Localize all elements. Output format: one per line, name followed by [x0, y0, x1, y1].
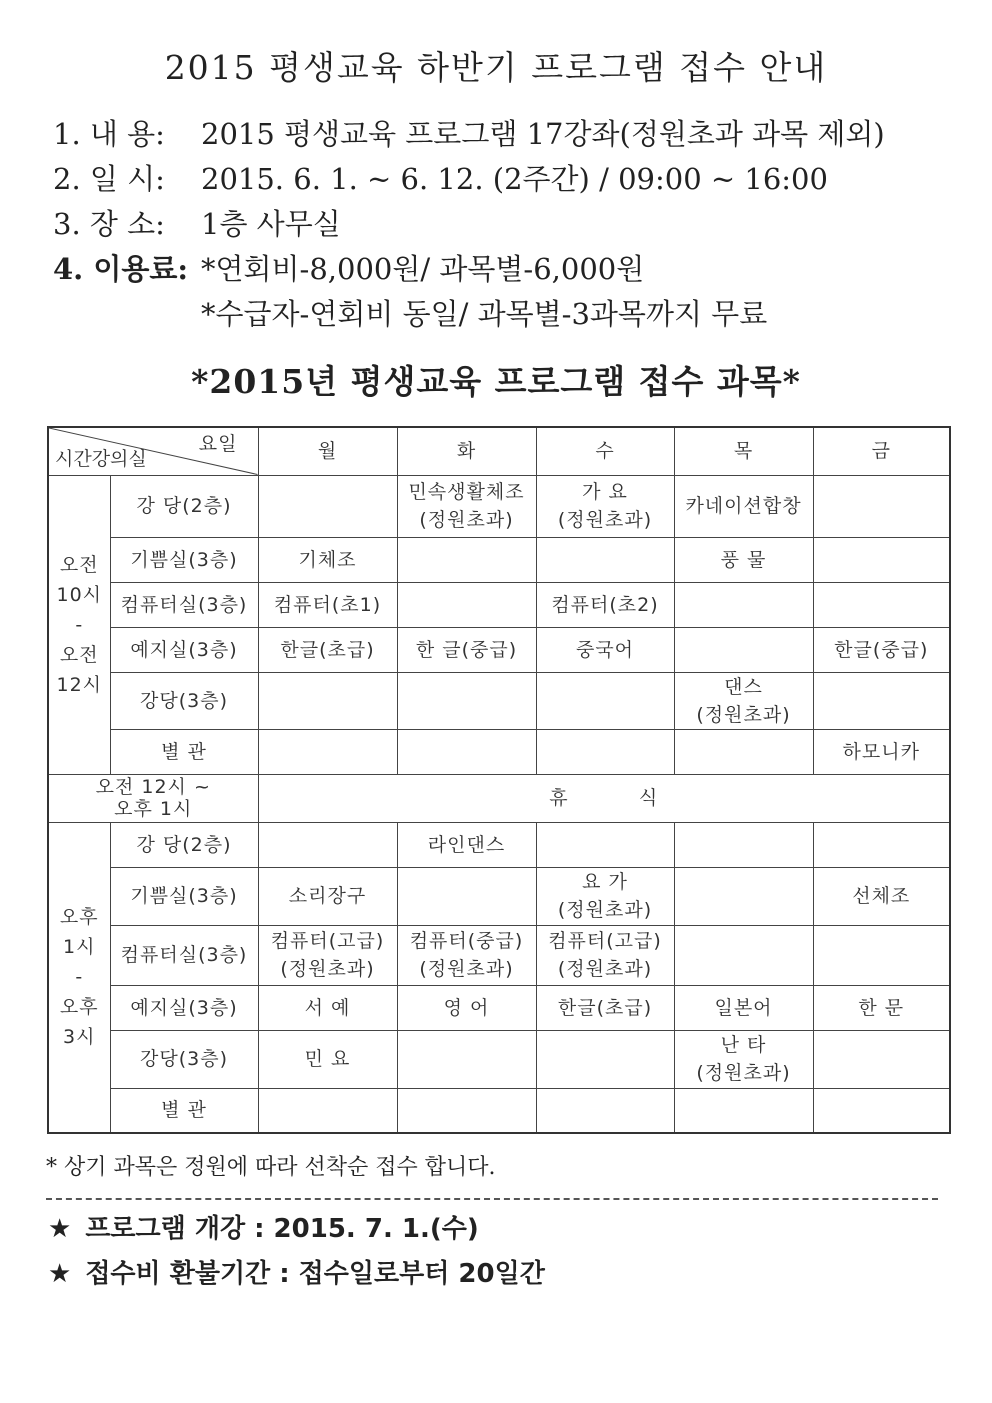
room-cell: 예지실(3층)	[110, 627, 258, 672]
corner-header-cell	[48, 427, 258, 475]
table-row	[48, 867, 950, 925]
info-label: 3. 장 소:	[53, 207, 165, 241]
class-cell: 난 타 (정원초과)	[674, 1030, 813, 1088]
class-cell: 소리장구	[258, 867, 397, 925]
info-value: 2015. 6. 1. ~ 6. 12. (2주간) / 09:00 ~ 16:00	[201, 162, 828, 196]
table-row	[48, 627, 950, 672]
class-cell	[536, 672, 674, 729]
schedule-table	[47, 426, 951, 1134]
page-title: 2015 평생교육 하반기 프로그램 접수 안내	[164, 48, 828, 87]
info-item-place	[53, 202, 885, 247]
class-cell	[258, 822, 397, 867]
class-cell	[258, 672, 397, 729]
info-value: *연회비-8,000원/ 과목별-6,000원	[201, 252, 645, 286]
class-cell: 서 예	[258, 985, 397, 1030]
class-cell	[397, 867, 536, 925]
footnote: * 상기 과목은 정원에 따라 선착순 접수 합니다.	[46, 1155, 496, 1180]
info-value: 1층 사무실	[201, 207, 341, 241]
class-cell: 풍 물	[674, 537, 813, 582]
class-cell: 한글(초급)	[258, 627, 397, 672]
class-cell: 선체조	[813, 867, 950, 925]
class-cell	[674, 867, 813, 925]
room-cell: 별 관	[110, 729, 258, 774]
room-cell: 별 관	[110, 1088, 258, 1133]
class-cell	[813, 822, 950, 867]
class-cell	[674, 1088, 813, 1133]
room-cell: 컴퓨터실(3층)	[110, 582, 258, 627]
table-row	[48, 672, 950, 729]
lunch-time-cell: 오전 12시 ~ 오후 1시	[48, 774, 258, 822]
lunch-break-cell: 휴 식	[258, 774, 950, 822]
opening-notice	[48, 1208, 479, 1245]
class-cell	[397, 537, 536, 582]
room-cell: 예지실(3층)	[110, 985, 258, 1030]
class-cell	[813, 1088, 950, 1133]
star-icon: ★	[48, 1259, 72, 1289]
class-cell: 가 요 (정원초과)	[536, 475, 674, 537]
room-cell: 컴퓨터실(3층)	[110, 925, 258, 985]
table-row	[48, 537, 950, 582]
class-cell	[674, 582, 813, 627]
refund-text: 접수비 환불기간 : 접수일로부터 20일간	[85, 1259, 545, 1289]
room-cell: 기쁨실(3층)	[110, 867, 258, 925]
class-cell: 민 요	[258, 1030, 397, 1088]
room-cell: 강당(3층)	[110, 1030, 258, 1088]
class-cell	[813, 537, 950, 582]
table-row	[48, 475, 950, 537]
info-item-date	[53, 157, 885, 202]
table-row	[48, 985, 950, 1030]
table-row	[48, 729, 950, 774]
opening-text: 프로그램 개강 : 2015. 7. 1.(수)	[85, 1214, 479, 1244]
class-cell	[813, 1030, 950, 1088]
room-cell: 강당(3층)	[110, 672, 258, 729]
class-cell	[397, 1088, 536, 1133]
class-cell	[536, 1030, 674, 1088]
star-icon: ★	[48, 1214, 72, 1244]
class-cell: 한글(중급)	[813, 627, 950, 672]
class-cell	[674, 925, 813, 985]
class-cell	[674, 822, 813, 867]
class-cell: 라인댄스	[397, 822, 536, 867]
class-cell: 일본어	[674, 985, 813, 1030]
info-label: 1. 내 용:	[53, 117, 165, 151]
class-cell	[813, 475, 950, 537]
class-cell: 요 가 (정원초과)	[536, 867, 674, 925]
class-cell: 기체조	[258, 537, 397, 582]
table-row	[48, 582, 950, 627]
class-cell: 댄스 (정원초과)	[674, 672, 813, 729]
class-cell: 한 문	[813, 985, 950, 1030]
class-cell: 카네이션합창	[674, 475, 813, 537]
room-cell: 기쁨실(3층)	[110, 537, 258, 582]
class-cell	[674, 729, 813, 774]
info-value: 2015 평생교육 프로그램 17강좌(정원초과 과목 제외)	[201, 117, 885, 151]
class-cell	[397, 672, 536, 729]
class-cell	[813, 582, 950, 627]
class-cell: 중국어	[536, 627, 674, 672]
class-cell: 민속생활체조 (정원초과)	[397, 475, 536, 537]
class-cell	[813, 672, 950, 729]
day-header: 수	[536, 427, 674, 475]
refund-notice	[48, 1253, 545, 1290]
class-cell	[258, 1088, 397, 1133]
class-cell: 컴퓨터(중급) (정원초과)	[397, 925, 536, 985]
info-list	[53, 112, 885, 337]
day-header: 목	[674, 427, 813, 475]
corner-room-label: 시간강의실	[55, 447, 147, 470]
table-header-row	[48, 427, 950, 475]
dashed-divider	[46, 1198, 938, 1200]
room-cell: 강 당(2층)	[110, 822, 258, 867]
info-label: 2. 일 시:	[53, 162, 165, 196]
class-cell: 컴퓨터(고급) (정원초과)	[258, 925, 397, 985]
class-cell: 컴퓨터(초2)	[536, 582, 674, 627]
table-row	[48, 1088, 950, 1133]
class-cell: 영 어	[397, 985, 536, 1030]
time-slot-cell: 오전 10시 - 오전 12시	[48, 475, 110, 774]
class-cell	[258, 475, 397, 537]
class-cell: 한 글(중급)	[397, 627, 536, 672]
day-header: 월	[258, 427, 397, 475]
class-cell	[536, 729, 674, 774]
info-item-fee	[53, 247, 885, 292]
table-row	[48, 1030, 950, 1088]
info-fee-extra: *수급자-연회비 동일/ 과목별-3과목까지 무료	[201, 297, 768, 331]
info-item-content	[53, 112, 885, 157]
time-slot-cell: 오후 1시 - 오후 3시	[48, 822, 110, 1133]
class-cell	[536, 822, 674, 867]
class-cell	[536, 537, 674, 582]
class-cell	[674, 627, 813, 672]
class-cell	[258, 729, 397, 774]
class-cell: 한글(초급)	[536, 985, 674, 1030]
class-cell	[536, 1088, 674, 1133]
class-cell	[813, 925, 950, 985]
table-row	[48, 925, 950, 985]
lunch-row	[48, 774, 950, 822]
class-cell: 컴퓨터(초1)	[258, 582, 397, 627]
day-header: 화	[397, 427, 536, 475]
table-row	[48, 822, 950, 867]
section-title: *2015년 평생교육 프로그램 접수 과목*	[191, 362, 801, 401]
room-cell: 강 당(2층)	[110, 475, 258, 537]
class-cell	[397, 1030, 536, 1088]
corner-day-label: 요일	[198, 433, 238, 455]
class-cell	[397, 582, 536, 627]
class-cell: 컴퓨터(고급) (정원초과)	[536, 925, 674, 985]
class-cell	[397, 729, 536, 774]
class-cell: 하모니카	[813, 729, 950, 774]
info-label: 4. 이용료:	[53, 252, 189, 286]
day-header: 금	[813, 427, 950, 475]
